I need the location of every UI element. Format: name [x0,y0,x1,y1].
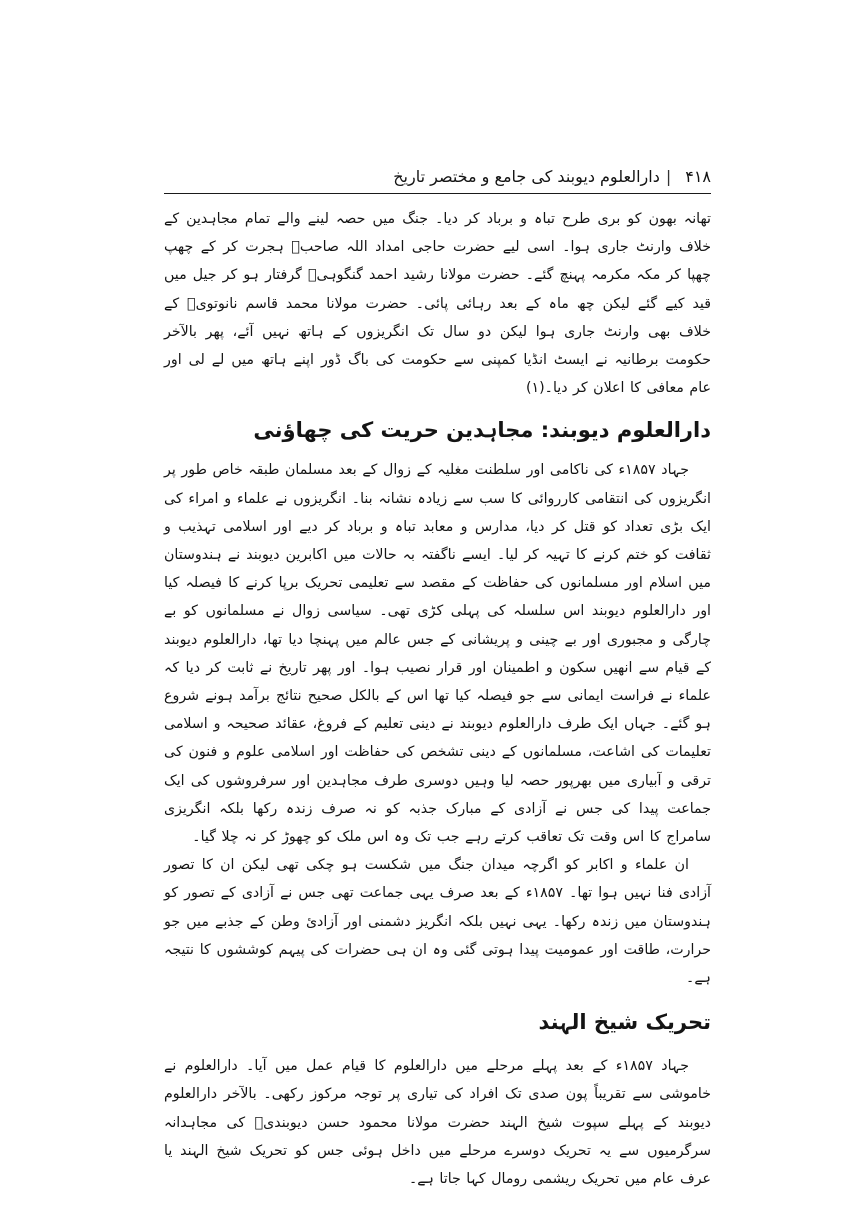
running-header [164,165,711,189]
intro-paragraph: تھانہ بھون کو بری طرح تباہ و برباد کر دیا۔ جنگ میں حصہ لینے والے تمام مجاہدین کے خلاف وارنٹ جاری ہوا۔ اسی لیے حضرت حاجی امداد اللہ صاحبؒ ہجرت کر کے چھپ چھپا کر مکہ مکرمہ پہنچ گئے۔ حضرت مولانا رشید احمد گنگوہیؒ گرفتار ہو کر جیل میں قید کیے گئے لیکن چھ ماہ کے بعد رہائی پائی۔ حضرت مولانا محمد قاسم نانوتویؒ کے خلاف بھی وارنٹ جاری ہوا لیکن دو سال تک انگریزوں کے ہاتھ نہیں آئے، پھر بالآخر حکومت برطانیہ نے ایسٹ انڈیا کمپنی سے حکومت کی باگ ڈور اپنے ہاتھ میں لے لی اور عام معافی کا اعلان کر دیا۔(۱) [164,211,711,397]
section-heading-deoband-cantonment: دارالعلوم دیوبند: مجاہدین حریت کی چھاؤنی [253,418,711,443]
section1-paragraph-2: ان علماء و اکابر کو اگرچہ میدان جنگ میں شکست ہو چکی تھی لیکن ان کا تصور آزادی فنا نہیں ہوا تھا۔ ۱۸۵۷ء کے بعد صرف یہی جماعت تھی جس نے آزادی کے تصور کو ہندوستان میں زندہ رکھا۔ یہی نہیں بلکہ انگریز دشمنی اور آزادئ وطن کے جذبے میں جو حرارت، طاقت اور عمومیت پیدا ہوتی گئی وہ ان ہی حضرات کی پیہم کوششوں کا نتیجہ ہے۔ [164,857,711,987]
page-number: ۴۱۸ [685,167,711,186]
section-heading-shaikh-ul-hind-movement: تحریک شیخ الہند [538,1010,711,1035]
section1-paragraph-1: جہاد ۱۸۵۷ء کی ناکامی اور سلطنت مغلیہ کے زوال کے بعد مسلمان طبقہ خاص طور پر انگریزوں کی انتقامی کارروائی کا سب سے زیادہ نشانہ بنا۔ انگریزوں نے علماء و امراء کی ایک بڑی تعداد کو قتل کر دیا، مدارس و معابد تباہ و برباد کر دیے اور اسلامی تہذیب و ثقافت کو ختم کرنے کا تہیہ کر لیا۔ ایسے ناگفتہ بہ حالات میں اکابرین دیوبند نے ہندوستان میں اسلام اور مسلمانوں کی حفاظت کے مقصد سے تعلیمی تحریک برپا کرنے کا فیصلہ کیا اور دارالعلوم دیوبند اس سلسلہ کی پہلی کڑی تھی۔ سیاسی زوال نے مسلمانوں کو بے چارگی و مجبوری اور بے چینی و پریشانی کے جس عالم میں پہنچا دیا تھا، دارالعلوم دیوبند کے قیام سے انھیں سکون و اطمینان اور قرار نصیب ہوا۔ اور پھر تاریخ نے ثابت کر دیا کہ علماء نے فراست ایمانی سے جو فیصلہ کیا تھا اس کے بالکل صحیح نتائج برآمد ہونے شروع ہو گئے۔ جہاں ایک طرف دارالعلوم دیوبند نے دینی تعلیم کے فروغ، عقائد صحیحہ و اسلامی تعلیمات کی اشاعت، مسلمانوں کے دینی تشخص کی حفاظت اور اسلامی علوم و فنون کی ترقی و آبیاری میں بھرپور حصہ لیا وہیں دوسری طرف مجاہدین اور سرفروشوں کی ایک جماعت پیدا کی جس نے آزادی کے مبارک جذبہ کو نہ صرف زندہ رکھا بلکہ انگریزی سامراج کا اس وقت تک تعاقب کرتے رہے جب تک وہ اس ملک کو چھوڑ کر نہ چلا گیا۔ [164,462,711,846]
header-separator: | [665,167,672,186]
header-rule [164,193,711,194]
book-title: دارالعلوم دیوبند کی جامع و مختصر تاریخ [393,167,660,186]
section2-paragraph-1: جہاد ۱۸۵۷ء کے بعد پہلے مرحلے میں دارالعلوم کا قیام عمل میں آیا۔ دارالعلوم نے خاموشی سے تقریباً پون صدی تک افراد کی تیاری پر توجہ مرکوز رکھی۔ بالآخر دارالعلوم دیوبند کے پہلے سپوت شیخ الہند حضرت مولانا محمود حسن دیوبندیؒ کی مجاہدانہ سرگرمیوں سے یہ تحریک دوسرے مرحلے میں داخل ہوئی جس کو تحریک شیخ الہند یا عرف عام میں تحریک ریشمی رومال کہا جاتا ہے۔ [164,1058,711,1188]
page-content [164,205,711,1193]
